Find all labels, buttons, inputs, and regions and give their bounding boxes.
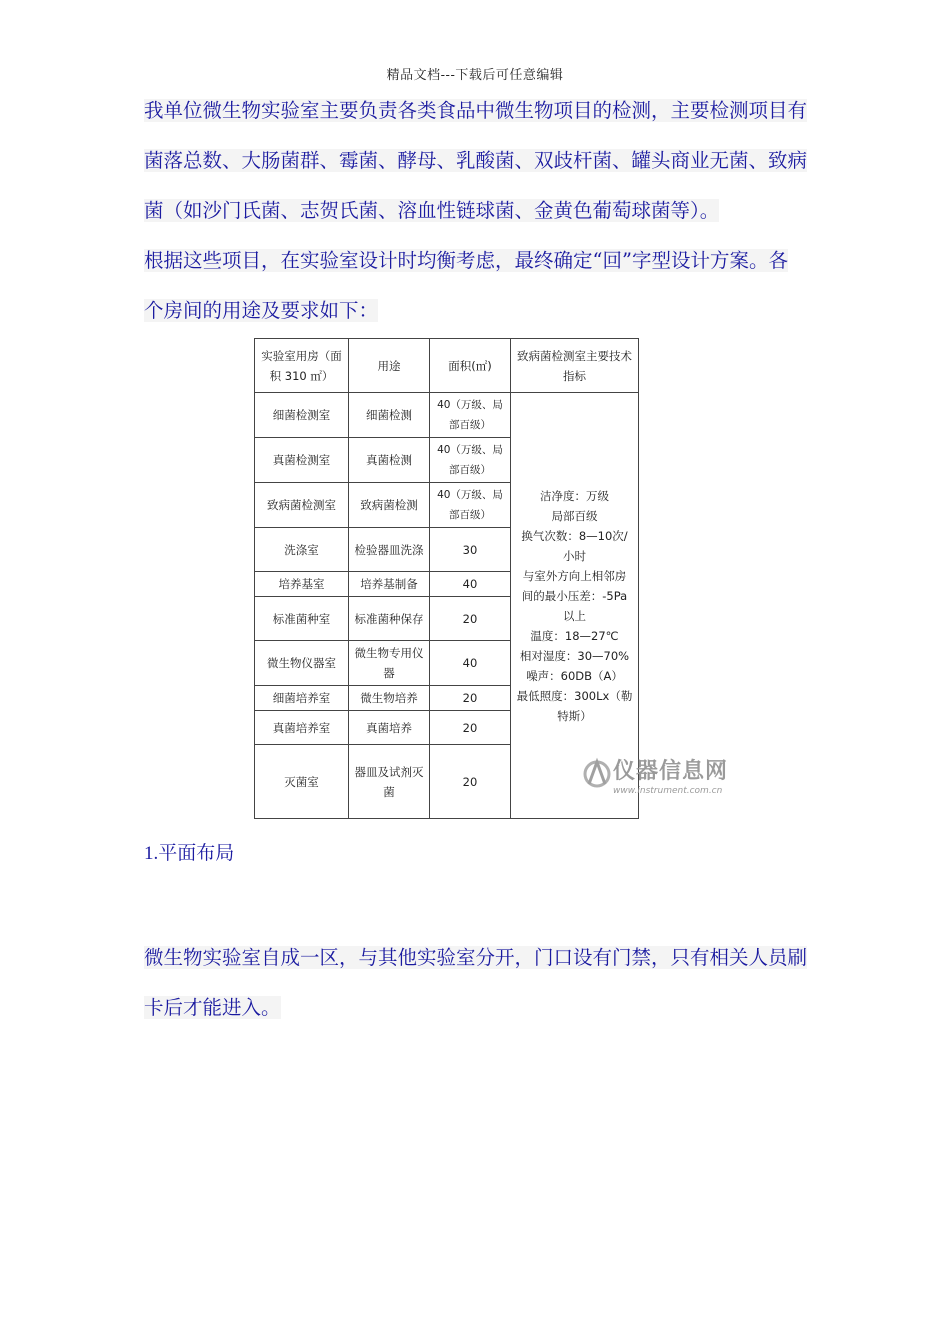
cell-area: 20 (430, 711, 511, 745)
cell-area: 40（万级、局部百级） (430, 483, 511, 528)
cell-room: 细菌检测室 (255, 393, 349, 438)
watermark-logo-icon (583, 754, 611, 794)
room-spec-table (254, 338, 639, 819)
tech-spec-line: 噪声：60DB（A） (526, 668, 623, 683)
table-header-row (255, 339, 639, 393)
cell-use: 微生物培养 (349, 686, 430, 711)
tech-spec-line: 换气次数：8—10次/ (521, 528, 628, 543)
cell-use: 检验器皿洗涤 (349, 528, 430, 572)
cell-room: 真菌检测室 (255, 438, 349, 483)
cell-room: 真菌培养室 (255, 711, 349, 745)
table-row (255, 393, 639, 438)
cell-use: 细菌检测 (349, 393, 430, 438)
cell-area: 20 (430, 686, 511, 711)
tech-spec-line: 洁净度：万级 (540, 488, 609, 503)
page-header: 精品文档---下载后可任意编辑 (386, 68, 564, 83)
cell-room: 洗涤室 (255, 528, 349, 572)
tech-spec-line: 小时 (563, 548, 586, 563)
cell-area: 20 (430, 745, 511, 819)
cell-use: 标准菌种保存 (349, 597, 430, 641)
tech-spec-line: 温度：18—27℃ (530, 628, 619, 643)
header-use: 用途 (349, 339, 430, 393)
layout-line: 卡后才能进入。 (144, 996, 281, 1019)
room-spec-table-wrapper (254, 338, 640, 809)
tech-spec-line: 与室外方向上相邻房 (522, 568, 627, 583)
cell-use: 器皿及试剂灭菌 (349, 745, 430, 819)
intro-line: 菌（如沙门氏菌、志贺氏菌、溶血性链球菌、金黄色葡萄球菌等）。 (144, 199, 720, 222)
watermark-text: 仪器信息网 (613, 759, 729, 784)
cell-area: 40 (430, 641, 511, 686)
header-room: 实验室用房（面积 310 ㎡） (255, 339, 349, 393)
intro-line: 我单位微生物实验室主要负责各类食品中微生物项目的检测，主要检测项目有 (144, 99, 808, 122)
tech-spec-line: 特斯） (557, 708, 592, 723)
cell-use: 致病菌检测 (349, 483, 430, 528)
cell-room: 微生物仪器室 (255, 641, 349, 686)
intro-paragraph (144, 86, 808, 236)
tech-spec-line: 间的最小压差：-5Pa (521, 588, 628, 603)
cell-room: 细菌培养室 (255, 686, 349, 711)
cell-use: 真菌检测 (349, 438, 430, 483)
header-tech: 致病菌检测室主要技术指标 (511, 339, 639, 393)
layout-line: 微生物实验室自成一区，与其他实验室分开，门口设有门禁，只有相关人员刷 (144, 946, 808, 969)
cell-room: 标准菌种室 (255, 597, 349, 641)
cell-use: 微生物专用仪器 (349, 641, 430, 686)
cell-area: 20 (430, 597, 511, 641)
cell-area: 40（万级、局部百级） (430, 438, 511, 483)
cell-area: 30 (430, 528, 511, 572)
section-heading: 1.平面布局 (144, 843, 235, 864)
design-line: 个房间的用途及要求如下： (144, 299, 379, 322)
tech-spec-line: 以上 (563, 608, 586, 623)
intro-line: 菌落总数、大肠菌群、霉菌、酵母、乳酸菌、双歧杆菌、罐头商业无菌、致病 (144, 149, 808, 172)
tech-spec-line: 相对湿度：30—70% (519, 648, 630, 663)
cell-room: 灭菌室 (255, 745, 349, 819)
design-paragraph (144, 236, 804, 336)
cell-area: 40（万级、局部百级） (430, 393, 511, 438)
watermark-url: www.instrument.com.cn (613, 786, 723, 796)
tech-spec-line: 最低照度：300Lx（勒 (516, 688, 633, 703)
cell-area: 40 (430, 572, 511, 597)
cell-use: 培养基制备 (349, 572, 430, 597)
cell-room: 致病菌检测室 (255, 483, 349, 528)
header-area: 面积(㎡) (430, 339, 511, 393)
cell-use: 真菌培养 (349, 711, 430, 745)
tech-spec-line: 局部百级 (551, 508, 598, 523)
cell-room: 培养基室 (255, 572, 349, 597)
design-line: 根据这些项目，在实验室设计时均衡考虑，最终确定“回”字型设计方案。各 (144, 249, 788, 272)
watermark (583, 752, 743, 802)
layout-paragraph (144, 933, 808, 1033)
